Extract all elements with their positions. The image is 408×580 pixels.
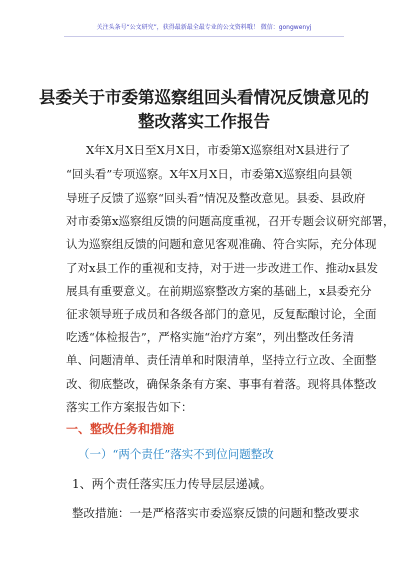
paragraph-line: “回头看”专项巡察。X年X月X日，市委第X巡察组向县领 [66,167,353,181]
paragraph-line: 单、问题清单、责任清单和时限清单，坚持立行立改、全面整 [66,353,377,367]
paragraph-line: 展具有重要意义。在前期巡察整改方案的基础上，x县委充分 [66,284,372,298]
paragraph-line: 导班子反馈了巡察“回头看”情况及整改意见。县委、县政府 [66,191,366,205]
paragraph-line: X年X月X日至X月X日，市委第X巡察组对X县进行了 [86,143,351,157]
header-note: 关注头条号“公文研究”，获得最新最全最专业的公文资料哦！ 微信：gongwenyj [64,22,344,37]
paragraph-line: 征求领导班子成员和各级各部门的意见，反复酝酿讨论，全面 [66,307,377,321]
paragraph-line: 了对x县工作的重视和支持，对于进一步改进工作、推动x县发 [66,261,378,275]
paragraph-line: 吃透“体检报告”，严格实施“治疗方案”，列出整改任务清 [66,330,355,344]
item-heading: 1、两个责任落实压力传导层层递减。 [72,477,272,491]
subsection-heading: （一）“两个责任”落实不到位问题整改 [78,447,274,461]
paragraph-line: 落实工作方案报告如下： [66,400,193,414]
section-heading: 一、整改任务和措施 [66,422,175,436]
paragraph-line: 对市委第x巡察组反馈的问题高度重视，召开专题会议研究部署， [66,214,395,228]
document-title-line1: 县委关于市委第巡察组回头看情况反馈意见的 [39,88,369,107]
document-title-line2: 整改落实工作报告 [138,112,270,131]
paragraph-line: 认为巡察组反馈的问题和意见客观准确、符合实际，充分体现 [66,237,377,251]
measure-line: 整改措施：一是严格落实市委巡察反馈的问题和整改要求 [72,506,360,520]
paragraph-line: 改、彻底整改，确保条条有方案、事事有着落。现将具体整改 [66,377,377,391]
